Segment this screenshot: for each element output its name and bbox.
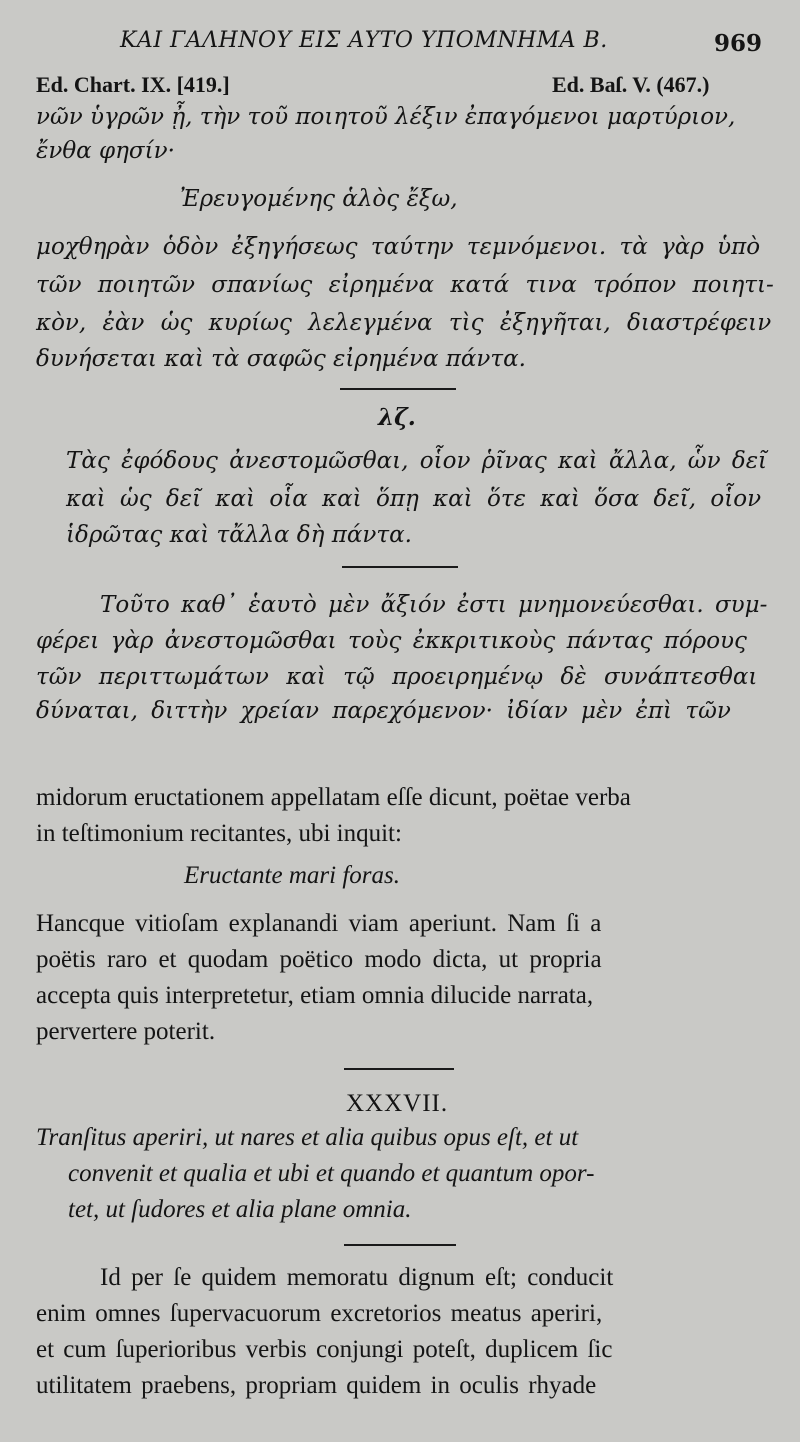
edition-chart-reference: Ed. Chart. IX. [419.] — [36, 72, 230, 97]
section-divider — [344, 1244, 456, 1246]
latin-text-line: pervertere poterit. — [36, 1018, 216, 1045]
latin-section-number: XXXVII. — [346, 1090, 449, 1117]
section-divider — [344, 1068, 454, 1070]
latin-aphorism-line: convenit et qualia et ubi et quando et quantum opor- — [68, 1160, 595, 1187]
greek-text-line: ἔνθα φησίν· — [36, 138, 175, 164]
latin-text-line: in teſtimonium recitantes, ubi inquit: — [36, 820, 402, 847]
running-title: ΚΑΙ ΓΑΛΗΝΟΥ ΕΙΣ ΑΥΤΟ ΥΠΟΜΝΗΜΑ Β. — [120, 28, 608, 53]
section-divider — [340, 388, 456, 390]
greek-commentary-line: δύναται, διττὴν χρείαν παρεχόμενον· ἰδίαν μὲν ἐπὶ τῶν — [36, 698, 731, 724]
latin-text-line: Hancque vitioſam explanandi viam aperiunt. Nam ſi a — [36, 910, 602, 937]
greek-poetic-quote: Ἐρευγομένης ἁλὸς ἔξω, — [180, 186, 458, 212]
latin-commentary-line: enim omnes ſupervacuorum excretorios meatus aperiri, — [36, 1300, 603, 1327]
latin-commentary-line: utilitatem praebens, propriam quidem in oculis rhyade — [36, 1372, 597, 1399]
greek-text-line: τῶν ποιητῶν σπανίως εἰρημένα κατά τινα τρόπον ποιητι- — [36, 272, 774, 298]
greek-text-line: νῶν ὑγρῶν ᾖ, τὴν τοῦ ποιητοῦ λέξιν ἐπαγόμενοι μαρτύριον, — [36, 104, 736, 130]
greek-commentary-line: τῶν περιττωμάτων καὶ τῷ προειρημένῳ δὲ συνάπτεσθαι — [36, 664, 758, 690]
section-divider — [342, 566, 458, 568]
latin-text-line: midorum eructationem appellatam eſſe dicunt, poëtae verba — [36, 784, 631, 811]
greek-aphorism-line: ἱδρῶτας καὶ τἄλλα δὴ πάντα. — [66, 522, 412, 548]
latin-text-line: accepta quis interpretetur, etiam omnia dilucide narrata, — [36, 982, 594, 1009]
greek-aphorism-line: καὶ ὡς δεῖ καὶ οἷα καὶ ὅπῃ καὶ ὅτε καὶ ὅσα δεῖ, οἷον — [66, 486, 762, 512]
latin-text-line: poëtis raro et quodam poëtico modo dicta, ut propria — [36, 946, 602, 973]
latin-aphorism-line: Tranſitus aperiri, ut nares et alia quibus opus eſt, et ut — [36, 1124, 579, 1151]
edition-basel-reference: Ed. Baſ. V. (467.) — [552, 72, 710, 97]
latin-aphorism-line: tet, ut ſudores et alia plane omnia. — [68, 1196, 412, 1223]
greek-section-number: λζ. — [378, 404, 416, 431]
greek-text-line: δυνήσεται καὶ τὰ σαφῶς εἰρημένα πάντα. — [36, 346, 526, 372]
greek-commentary-line: φέρει γὰρ ἀνεστομῶσθαι τοὺς ἐκκριτικοὺς πάντας πόρους — [36, 628, 747, 654]
latin-commentary-line: Id per ſe quidem memoratu dignum eſt; conducit — [100, 1264, 614, 1291]
greek-text-line: μοχθηρὰν ὁδὸν ἐξηγήσεως ταύτην τεμνόμενοι. τὰ γὰρ ὑπὸ — [36, 234, 761, 260]
greek-commentary-line: Τοῦτο καθ᾽ ἑαυτὸ μὲν ἄξιόν ἐστι μνημονεύεσθαι. συμ- — [100, 592, 768, 618]
latin-commentary-line: et cum ſuperioribus verbis conjungi poteſt, duplicem ſic — [36, 1336, 613, 1363]
latin-poetic-quote: Eructante mari foras. — [184, 862, 400, 889]
page-number: 969 — [714, 30, 763, 57]
greek-aphorism-line: Τὰς ἐφόδους ἀνεστομῶσθαι, οἷον ῥῖνας καὶ ἄλλα, ὧν δεῖ — [66, 448, 768, 474]
greek-text-line: κὸν, ἐὰν ὡς κυρίως λελεγμένα τὶς ἐξηγῆται, διαστρέφειν — [36, 310, 772, 336]
